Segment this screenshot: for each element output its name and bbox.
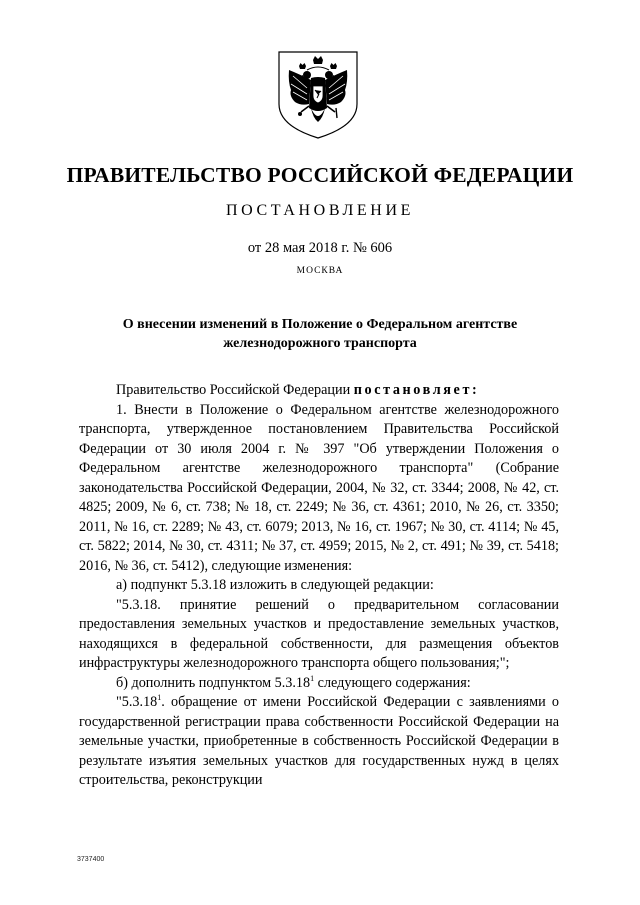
subitem-b-superscript: 1 [310,673,315,683]
quote-b-superscript: 1 [157,693,162,702]
subitem-a-paragraph: а) подпункт 5.3.18 изложить в следующей редакции: [116,577,434,593]
subitem-b-prefix: б) дополнить подпунктом 5.3.18 [116,674,311,691]
subitem-b-suffix: следующего содержания: [314,674,471,691]
intro-prefix: Правительство Российской Федерации [116,382,354,398]
heading-line-1: О внесении изменений в Положение о Федеральном агентстве [122,317,518,332]
government-title: ПРАВИТЕЛЬСТВО РОССИЙСКОЙ ФЕДЕРАЦИИ [66,163,574,187]
heading-line-2: железнодорожного транспорта [223,336,417,351]
document-heading [0,315,640,353]
quote-b-text: . обращение от имени Российской Федерации с заявлениями о государственной регистрации права собственности Российской Федерации на земельные участки, приобретенные в собственность Российской Федерации в результате изъятия земельных участков для государственных нужд в целях строительства, реконструкции [79,694,559,788]
quote-b-paragraph [79,693,559,791]
document-type: ПОСТАНОВЛЕНИЕ [226,202,414,219]
intro-paragraph [79,381,559,401]
item-1-paragraph: 1. Внести в Положение о Федеральном агентстве железнодорожного транспорта, утвержденное постановлением Правительства Российской Федерации от 30 июля 2004 г. № 397 "Об утверждении Положения о Федеральном агентстве железнодорожного транспорта" (Собрание законодательства Российской Федерации, 2004, № 32, ст. 3344; 2008, № 42, ст. 4825; 2009, № 6, ст. 738; № 18, ст. 2249; № 36, ст. 4361; 2010, № 26, ст. 3350; 2011, № 16, ст. 2289; № 43, ст. 6079; 2013, № 16, ст. 1967; № 30, ст. 4114; № 45, ст. 5822; 2014, № 30, ст. 4311; № 37, ст. 4959; 2015, № 2, ст. 491; № 39, ст. 5418; 2016, № 36, ст. 5412), следующие изменения: [79,401,559,574]
document-date-number: от 28 мая 2018 г. № 606 [247,240,393,256]
quote-b-prefix: "5.3.18 [116,694,158,710]
page-code: 3737400 [77,856,105,863]
quote-a-paragraph: "5.3.18. принятие решений о предварительном согласовании предоставления земельных участков и предоставление земельных участков, находящихся в федеральной собственности, для размещения объектов инфраструктуры железнодорожного транспорта общего пользования;"; [79,596,559,671]
coat-of-arms-emblem-icon [273,48,363,140]
document-city: МОСКВА [296,266,344,276]
intro-decree: постановляет: [353,382,480,398]
subitem-b-paragraph [79,674,559,694]
document-body [79,381,559,791]
